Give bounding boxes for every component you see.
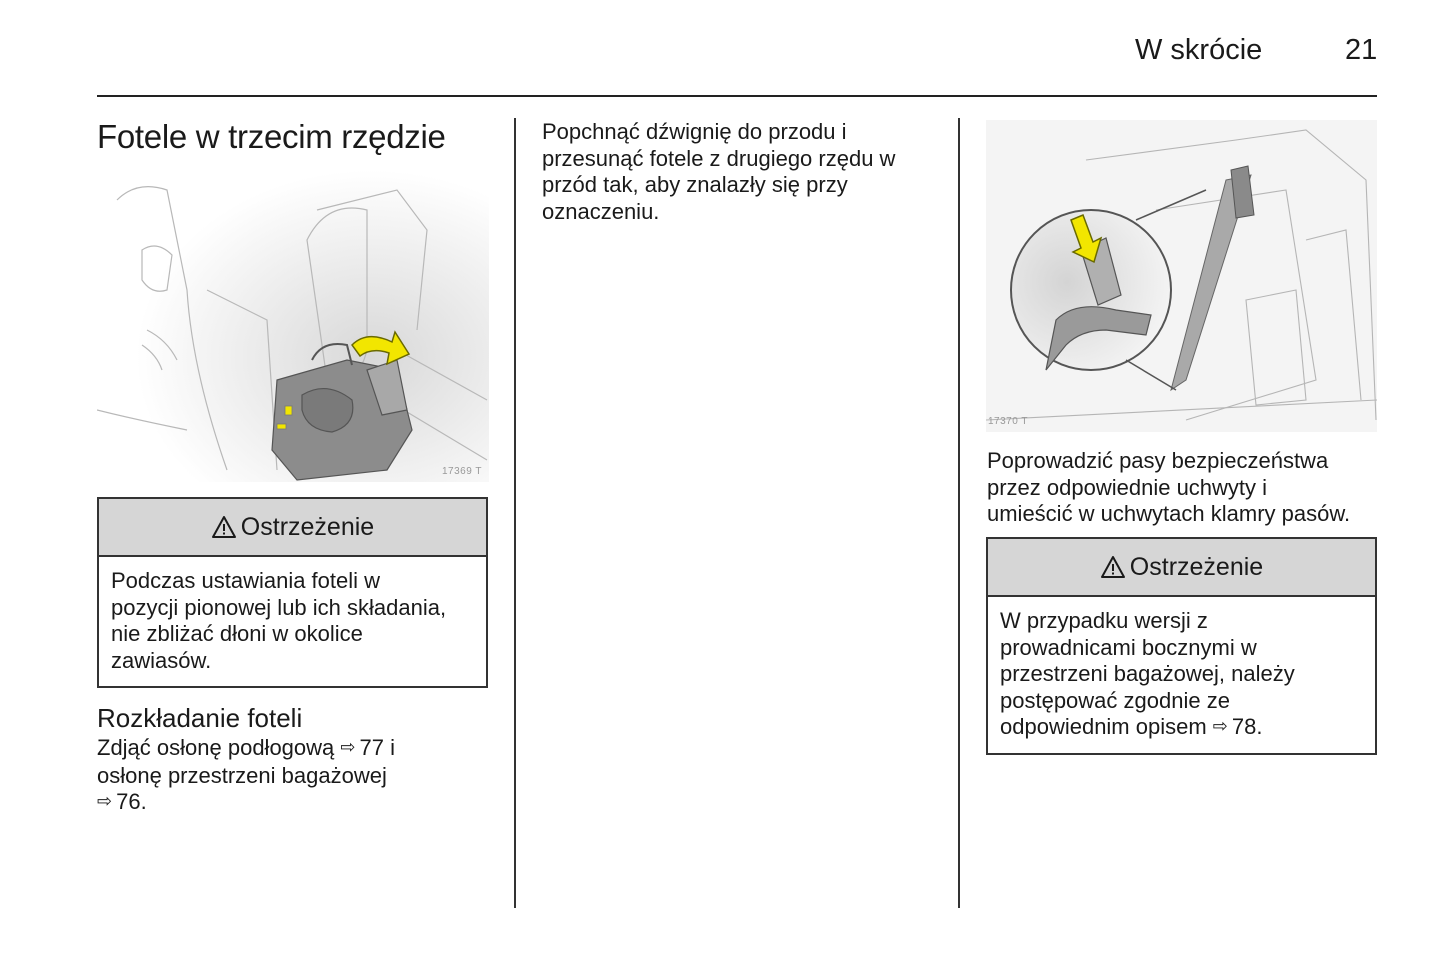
body-line: Popchnąć dźwignię do przodu i [542,119,847,144]
warning-triangle-icon [1100,555,1126,579]
warning-triangle-icon [211,515,237,539]
page-number: 21 [1345,34,1378,66]
warning-line: W przypadku wersji z [1000,608,1208,633]
body-line: przesunąć fotele z drugiego rzędu w [542,145,896,171]
cross-reference-icon: ⇨ [97,791,113,811]
body-line: umieścić w uchwytach klamry pasów. [987,501,1351,526]
warning-line: pozycji pionowej lub ich składania, [111,594,447,620]
warning-header [99,499,486,557]
warning-line: postępować zgodnie ze [1000,687,1230,713]
running-header-title: W skrócie [1135,34,1263,66]
body-line: Poprowadzić pasy bezpieczeństwa [987,448,1329,473]
warning-line: przestrzeni bagażowej, należy [1000,661,1295,686]
body-line: oznaczeniu. [542,198,660,224]
warning-line: Podczas ustawiania foteli w [111,568,381,593]
page-reference[interactable]: 76. [116,789,147,814]
section-title: Fotele w trzecim rzędzie [97,118,446,155]
body-paragraph-middle [542,119,942,225]
warning-title: Ostrzeżenie [240,512,375,541]
subsection-title: Rozkładanie foteli [97,703,303,733]
page-reference[interactable]: 78. [1231,714,1263,739]
warning-text [99,557,486,684]
body-line: przez odpowiednie uchwyty i [987,474,1268,500]
cross-reference-icon: ⇨ [1212,716,1228,736]
header-rule [97,95,1377,97]
page-reference[interactable]: 77 [359,735,384,760]
warning-box-right [986,537,1377,755]
body-line [97,789,497,817]
body-line: Zdjąć osłonę podłogową ⇨ 77 i [97,735,395,760]
figure-code: 17370 T [988,416,1029,427]
warning-line: nie zbliżać dłoni w okolice [111,621,363,646]
figure-code: 17369 T [442,466,483,477]
cross-reference-icon: ⇨ [340,737,356,757]
body-line: przód tak, aby znalazły się przy [542,172,848,197]
warning-line: prowadnicami bocznymi w [1000,634,1257,660]
column-divider-left [514,118,516,908]
body-paragraph-right [987,448,1387,528]
body-line: osłonę przestrzeni bagażowej [97,762,387,788]
warning-text [988,597,1375,752]
column-divider-right [958,118,960,908]
warning-title: Ostrzeżenie [1129,552,1264,581]
warning-line: odpowiednim opisem ⇨ 78. [1000,714,1263,739]
seat-hinge-illustration [97,170,489,482]
warning-line: zawiasów. [111,647,212,673]
body-paragraph-left [97,735,497,817]
warning-header [988,539,1375,597]
seatbelt-illustration [986,120,1377,432]
warning-box-left [97,497,488,688]
